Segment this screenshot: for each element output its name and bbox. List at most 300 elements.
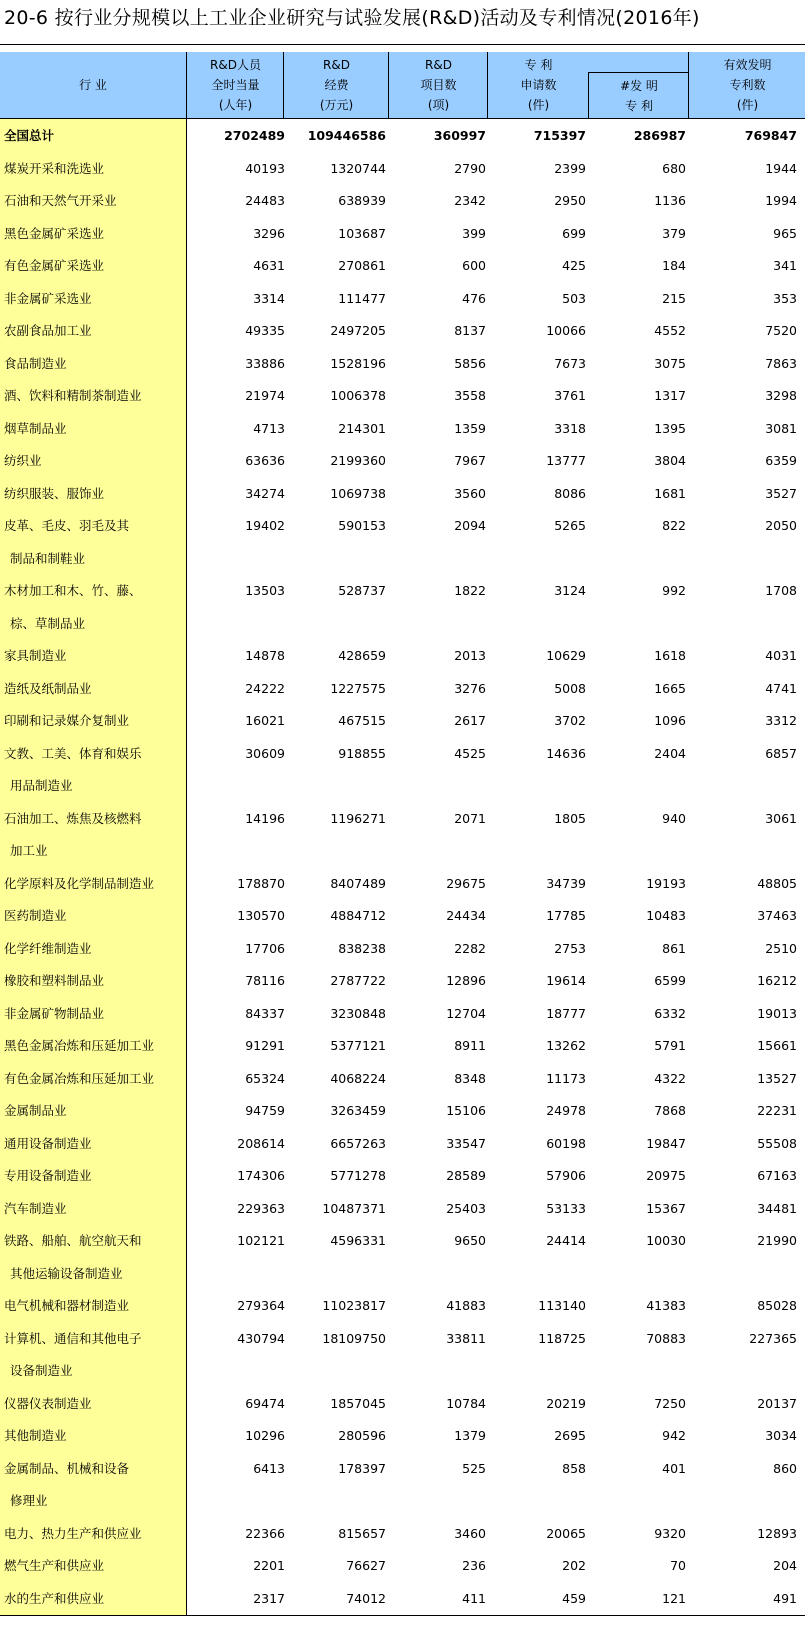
cell-value: 70 bbox=[670, 1558, 686, 1573]
industry-name: 化学原料及化学制品制造业 bbox=[4, 875, 155, 891]
industry-name: 化学纤维制造业 bbox=[4, 940, 92, 956]
industry-name: 汽车制造业 bbox=[4, 1200, 67, 1216]
table-row bbox=[0, 998, 805, 1031]
cell-value: 22231 bbox=[757, 1103, 797, 1118]
table-row-total bbox=[0, 120, 805, 153]
table-row bbox=[0, 835, 805, 868]
table-row bbox=[0, 770, 805, 803]
cell-value: 1528196 bbox=[330, 355, 386, 371]
cell-value: 6413 bbox=[253, 1460, 285, 1476]
table-row bbox=[0, 1420, 805, 1453]
cell-value: 600 bbox=[462, 258, 486, 273]
table-row bbox=[0, 933, 805, 966]
cell-value: 15661 bbox=[757, 1038, 797, 1053]
cell-value: 30609 bbox=[245, 745, 285, 761]
table-row bbox=[0, 965, 805, 998]
cell-value: 491 bbox=[773, 1590, 797, 1606]
cell-value: 1317 bbox=[654, 388, 686, 403]
cell-value: 40193 bbox=[245, 160, 285, 176]
cell-value: 19614 bbox=[546, 973, 586, 988]
cell-value: 10483 bbox=[646, 908, 686, 923]
cell-value: 525 bbox=[462, 1460, 486, 1476]
cell-value: 6657263 bbox=[330, 1135, 386, 1151]
table-row bbox=[0, 478, 805, 511]
cell-value: 1359 bbox=[454, 420, 486, 436]
industry-name: 全国总计 bbox=[4, 128, 55, 143]
cell-value: 2404 bbox=[654, 745, 686, 761]
cell-value: 3298 bbox=[765, 388, 797, 403]
industry-name: 修理业 bbox=[10, 1493, 48, 1508]
cell-value: 858 bbox=[562, 1460, 586, 1476]
cell-value: 7673 bbox=[554, 355, 586, 371]
cell-value: 11023817 bbox=[322, 1298, 386, 1313]
cell-value: 467515 bbox=[338, 713, 386, 728]
cell-value: 7863 bbox=[765, 355, 797, 371]
cell-value: 769847 bbox=[744, 128, 797, 143]
cell-value: 1196271 bbox=[330, 810, 386, 826]
cell-value: 4596331 bbox=[330, 1233, 386, 1248]
cell-value: 2050 bbox=[765, 518, 797, 533]
cell-value: 280596 bbox=[338, 1428, 386, 1443]
cell-value: 861 bbox=[662, 940, 686, 956]
header-valid-patents bbox=[688, 52, 805, 118]
industry-name: 通用设备制造业 bbox=[4, 1135, 92, 1151]
cell-value: 19013 bbox=[757, 1005, 797, 1021]
cell-value: 822 bbox=[662, 518, 686, 533]
header-line: 专 利 bbox=[625, 99, 653, 113]
cell-value: 13777 bbox=[546, 453, 586, 468]
cell-value: 3314 bbox=[253, 290, 285, 306]
cell-value: 10487371 bbox=[322, 1200, 386, 1216]
cell-value: 11173 bbox=[546, 1070, 586, 1086]
cell-value: 1944 bbox=[765, 160, 797, 176]
cell-value: 815657 bbox=[338, 1525, 386, 1541]
cell-value: 33547 bbox=[446, 1135, 486, 1151]
table-row bbox=[0, 1193, 805, 1226]
title-rule bbox=[0, 44, 805, 45]
cell-value: 111477 bbox=[338, 290, 386, 306]
cell-value: 208614 bbox=[237, 1135, 285, 1151]
cell-value: 85028 bbox=[757, 1298, 797, 1313]
table-row bbox=[0, 1453, 805, 1486]
cell-value: 430794 bbox=[237, 1330, 285, 1346]
cell-value: 65324 bbox=[245, 1070, 285, 1086]
table-row bbox=[0, 413, 805, 446]
cell-value: 19193 bbox=[646, 875, 686, 891]
header-line: (件) bbox=[736, 98, 759, 112]
cell-value: 37463 bbox=[757, 908, 797, 923]
cell-value: 12704 bbox=[446, 1005, 486, 1021]
header-line: (万元) bbox=[319, 98, 354, 112]
cell-value: 2497205 bbox=[330, 323, 386, 338]
cell-value: 14196 bbox=[245, 810, 285, 826]
header-line: (件) bbox=[527, 98, 550, 112]
cell-value: 34739 bbox=[546, 875, 586, 891]
cell-value: 21974 bbox=[245, 388, 285, 403]
cell-value: 24414 bbox=[546, 1233, 586, 1248]
cell-value: 20219 bbox=[546, 1395, 586, 1411]
page-title: 20-6 按行业分规模以上工业企业研究与试验发展(R&D)活动及专利情况(2016年) bbox=[4, 7, 700, 29]
industry-name: 设备制造业 bbox=[10, 1363, 73, 1378]
cell-value: 4631 bbox=[253, 258, 285, 273]
industry-name: 铁路、船舶、航空航天和 bbox=[4, 1233, 142, 1248]
table-row bbox=[0, 218, 805, 251]
cell-value: 12893 bbox=[757, 1525, 797, 1541]
header-rd-personnel bbox=[186, 52, 284, 118]
cell-value: 2013 bbox=[454, 648, 486, 663]
cell-value: 214301 bbox=[338, 420, 386, 436]
cell-value: 3527 bbox=[765, 485, 797, 501]
cell-value: 53133 bbox=[546, 1200, 586, 1216]
cell-value: 2787722 bbox=[330, 973, 386, 988]
industry-name: 有色金属矿采选业 bbox=[4, 258, 105, 273]
cell-value: 1136 bbox=[654, 193, 686, 208]
industry-name: 医药制造业 bbox=[4, 908, 67, 923]
cell-value: 4031 bbox=[765, 648, 797, 663]
cell-value: 49335 bbox=[245, 323, 285, 338]
cell-value: 41883 bbox=[446, 1298, 486, 1313]
cell-value: 279364 bbox=[237, 1298, 285, 1313]
industry-name: 纺织业 bbox=[4, 453, 42, 468]
cell-value: 3034 bbox=[765, 1428, 797, 1443]
cell-value: 3804 bbox=[654, 453, 686, 468]
cell-value: 18109750 bbox=[322, 1330, 386, 1346]
cell-value: 184 bbox=[662, 258, 686, 273]
cell-value: 4552 bbox=[654, 323, 686, 338]
table-row bbox=[0, 640, 805, 673]
cell-value: 5791 bbox=[654, 1038, 686, 1053]
industry-name: 家具制造业 bbox=[4, 648, 67, 663]
table-row bbox=[0, 1128, 805, 1161]
industry-name: 其他制造业 bbox=[4, 1428, 67, 1443]
cell-value: 2790 bbox=[454, 160, 486, 176]
header-line: (人年) bbox=[218, 98, 253, 112]
industry-name: 仪器仪表制造业 bbox=[4, 1395, 92, 1411]
table-row bbox=[0, 445, 805, 478]
cell-value: 8086 bbox=[554, 485, 586, 501]
header-line: #发 明 bbox=[620, 79, 658, 93]
industry-name: 黑色金属矿采选业 bbox=[4, 225, 105, 241]
cell-value: 360997 bbox=[433, 128, 486, 143]
industry-name: 食品制造业 bbox=[4, 355, 67, 371]
cell-value: 528737 bbox=[338, 583, 386, 598]
cell-value: 8911 bbox=[454, 1038, 486, 1053]
cell-value: 24222 bbox=[245, 680, 285, 696]
cell-value: 1379 bbox=[454, 1428, 486, 1443]
industry-name: 文教、工美、体育和娱乐 bbox=[4, 745, 142, 761]
cell-value: 2094 bbox=[454, 518, 486, 533]
industry-name: 印刷和记录媒介复制业 bbox=[4, 713, 130, 728]
industry-name: 金属制品业 bbox=[4, 1103, 67, 1118]
cell-value: 7868 bbox=[654, 1103, 686, 1118]
cell-value: 411 bbox=[462, 1590, 486, 1606]
cell-value: 9320 bbox=[654, 1525, 686, 1541]
cell-value: 1069738 bbox=[330, 485, 386, 501]
cell-value: 204 bbox=[773, 1558, 797, 1573]
cell-value: 1227575 bbox=[330, 680, 386, 696]
table-header bbox=[0, 52, 805, 119]
cell-value: 838238 bbox=[338, 940, 386, 956]
table-row bbox=[0, 543, 805, 576]
header-line: 有效发明 bbox=[723, 58, 772, 72]
table-row bbox=[0, 153, 805, 186]
cell-value: 76627 bbox=[346, 1558, 386, 1573]
cell-value: 3276 bbox=[454, 680, 486, 696]
table-row bbox=[0, 1290, 805, 1323]
table-row bbox=[0, 575, 805, 608]
cell-value: 965 bbox=[773, 225, 797, 241]
cell-value: 503 bbox=[562, 290, 586, 306]
industry-name: 金属制品、机械和设备 bbox=[4, 1460, 130, 1476]
table-row bbox=[0, 1518, 805, 1551]
cell-value: 48805 bbox=[757, 875, 797, 891]
cell-value: 13503 bbox=[245, 583, 285, 598]
cell-value: 17706 bbox=[245, 940, 285, 956]
cell-value: 16021 bbox=[245, 713, 285, 728]
industry-name: 橡胶和塑料制品业 bbox=[4, 973, 105, 988]
industry-name: 煤炭开采和洗选业 bbox=[4, 160, 105, 176]
header-industry bbox=[0, 52, 186, 118]
industry-name: 有色金属冶炼和压延加工业 bbox=[4, 1070, 155, 1086]
header-line: 经费 bbox=[324, 78, 349, 92]
cell-value: 91291 bbox=[245, 1038, 285, 1053]
cell-value: 1822 bbox=[454, 583, 486, 598]
header-rd-projects bbox=[388, 52, 488, 118]
header-line: 申请数 bbox=[520, 78, 557, 92]
industry-name: 电力、热力生产和供应业 bbox=[4, 1525, 142, 1541]
table-row bbox=[0, 1225, 805, 1258]
header-line: R&D bbox=[323, 58, 350, 72]
cell-value: 15367 bbox=[646, 1200, 686, 1216]
cell-value: 270861 bbox=[338, 258, 386, 273]
table-row bbox=[0, 283, 805, 316]
table-bottom-rule bbox=[0, 1615, 805, 1616]
table-body bbox=[0, 120, 805, 1615]
cell-value: 1320744 bbox=[330, 160, 386, 176]
cell-value: 130570 bbox=[237, 908, 285, 923]
cell-value: 3075 bbox=[654, 355, 686, 371]
header-line: 全时当量 bbox=[211, 78, 260, 92]
cell-value: 34274 bbox=[245, 485, 285, 501]
cell-value: 1805 bbox=[554, 810, 586, 826]
cell-value: 18777 bbox=[546, 1005, 586, 1021]
industry-name: 燃气生产和供应业 bbox=[4, 1558, 105, 1573]
cell-value: 63636 bbox=[245, 453, 285, 468]
table-row bbox=[0, 1160, 805, 1193]
cell-value: 2199360 bbox=[330, 453, 386, 468]
cell-value: 57906 bbox=[546, 1168, 586, 1183]
cell-value: 992 bbox=[662, 583, 686, 598]
industry-name: 木材加工和木、竹、藤、 bbox=[4, 583, 142, 598]
cell-value: 60198 bbox=[546, 1135, 586, 1151]
cell-value: 8407489 bbox=[330, 875, 386, 891]
table-row bbox=[0, 803, 805, 836]
cell-value: 3460 bbox=[454, 1525, 486, 1541]
cell-value: 1665 bbox=[654, 680, 686, 696]
cell-value: 5377121 bbox=[330, 1038, 386, 1053]
cell-value: 2317 bbox=[253, 1590, 285, 1606]
cell-value: 6332 bbox=[654, 1005, 686, 1021]
cell-value: 229363 bbox=[237, 1200, 285, 1216]
industry-name: 其他运输设备制造业 bbox=[10, 1265, 123, 1281]
cell-value: 5771278 bbox=[330, 1168, 386, 1183]
cell-value: 3560 bbox=[454, 485, 486, 501]
cell-value: 425 bbox=[562, 258, 586, 273]
table-row bbox=[0, 510, 805, 543]
table-row bbox=[0, 1388, 805, 1421]
table-row bbox=[0, 608, 805, 641]
header-line: R&D人员 bbox=[210, 58, 261, 72]
header-line: R&D bbox=[425, 58, 452, 72]
cell-value: 1618 bbox=[654, 648, 686, 663]
cell-value: 12896 bbox=[446, 973, 486, 988]
cell-value: 20065 bbox=[546, 1525, 586, 1541]
industry-name: 专用设备制造业 bbox=[4, 1168, 92, 1183]
cell-value: 590153 bbox=[338, 518, 386, 533]
header-patent-group: 专 利 bbox=[524, 58, 553, 72]
table-row bbox=[0, 1063, 805, 1096]
cell-value: 379 bbox=[662, 225, 686, 241]
industry-name: 用品制造业 bbox=[10, 778, 73, 793]
table-row bbox=[0, 1095, 805, 1128]
cell-value: 67163 bbox=[757, 1168, 797, 1183]
cell-value: 7520 bbox=[765, 323, 797, 338]
cell-value: 7250 bbox=[654, 1395, 686, 1411]
cell-value: 3230848 bbox=[330, 1005, 386, 1021]
cell-value: 22366 bbox=[245, 1525, 285, 1541]
table-row bbox=[0, 1030, 805, 1063]
cell-value: 4884712 bbox=[330, 908, 386, 923]
table-row bbox=[0, 1583, 805, 1616]
cell-value: 4525 bbox=[454, 745, 486, 761]
cell-value: 29675 bbox=[446, 875, 486, 891]
header-patent-applications bbox=[487, 52, 589, 118]
header-rd-expenditure bbox=[283, 52, 389, 118]
cell-value: 1681 bbox=[654, 485, 686, 501]
cell-value: 3296 bbox=[253, 225, 285, 241]
cell-value: 860 bbox=[773, 1460, 797, 1476]
cell-value: 4741 bbox=[765, 680, 797, 696]
industry-name: 石油和天然气开采业 bbox=[4, 193, 117, 208]
cell-value: 6359 bbox=[765, 453, 797, 468]
table-row bbox=[0, 315, 805, 348]
header-line: 专利数 bbox=[729, 78, 766, 92]
cell-value: 2702489 bbox=[224, 128, 285, 143]
industry-name: 水的生产和供应业 bbox=[4, 1590, 105, 1606]
cell-value: 16212 bbox=[757, 973, 797, 988]
cell-value: 10296 bbox=[245, 1428, 285, 1443]
industry-name: 制品和制鞋业 bbox=[10, 550, 86, 566]
cell-value: 680 bbox=[662, 160, 686, 176]
industry-name: 非金属矿物制品业 bbox=[4, 1005, 105, 1021]
cell-value: 699 bbox=[562, 225, 586, 241]
cell-value: 24978 bbox=[546, 1103, 586, 1118]
cell-value: 2510 bbox=[765, 940, 797, 956]
cell-value: 353 bbox=[773, 290, 797, 306]
cell-value: 109446586 bbox=[307, 128, 386, 143]
industry-name: 加工业 bbox=[10, 843, 48, 858]
cell-value: 638939 bbox=[338, 193, 386, 208]
cell-value: 341 bbox=[773, 258, 797, 273]
cell-value: 6599 bbox=[654, 973, 686, 988]
industry-name: 酒、饮料和精制茶制造业 bbox=[4, 388, 142, 403]
cell-value: 2071 bbox=[454, 810, 486, 826]
cell-value: 476 bbox=[462, 290, 486, 306]
cell-value: 19847 bbox=[646, 1135, 686, 1151]
industry-name: 计算机、通信和其他电子 bbox=[4, 1330, 142, 1346]
table-row bbox=[0, 1258, 805, 1291]
cell-value: 1006378 bbox=[330, 388, 386, 403]
cell-value: 2950 bbox=[554, 193, 586, 208]
cell-value: 1708 bbox=[765, 583, 797, 598]
cell-value: 4068224 bbox=[330, 1070, 386, 1086]
cell-value: 113140 bbox=[538, 1298, 586, 1313]
table-row bbox=[0, 348, 805, 381]
table-row bbox=[0, 868, 805, 901]
cell-value: 459 bbox=[562, 1590, 586, 1606]
cell-value: 74012 bbox=[346, 1590, 386, 1606]
cell-value: 8137 bbox=[454, 323, 486, 338]
cell-value: 19402 bbox=[245, 518, 285, 533]
table-row bbox=[0, 705, 805, 738]
cell-value: 5265 bbox=[554, 518, 586, 533]
cell-value: 33811 bbox=[446, 1330, 486, 1346]
cell-value: 3061 bbox=[765, 810, 797, 826]
cell-value: 24434 bbox=[446, 908, 486, 923]
cell-value: 202 bbox=[562, 1558, 586, 1573]
table-row bbox=[0, 250, 805, 283]
cell-value: 9650 bbox=[454, 1233, 486, 1248]
cell-value: 227365 bbox=[749, 1330, 797, 1346]
cell-value: 13262 bbox=[546, 1038, 586, 1053]
cell-value: 28589 bbox=[446, 1168, 486, 1183]
cell-value: 2342 bbox=[454, 193, 486, 208]
industry-name: 棕、草制品业 bbox=[10, 615, 86, 631]
cell-value: 33886 bbox=[245, 355, 285, 371]
industry-name: 烟草制品业 bbox=[4, 420, 67, 436]
table-row bbox=[0, 1485, 805, 1518]
industry-name: 农副食品加工业 bbox=[4, 323, 92, 338]
table-row bbox=[0, 673, 805, 706]
cell-value: 3558 bbox=[454, 388, 486, 403]
cell-value: 5856 bbox=[454, 355, 486, 371]
industry-name: 皮革、毛皮、羽毛及其 bbox=[4, 518, 130, 533]
cell-value: 3124 bbox=[554, 583, 586, 598]
cell-value: 7967 bbox=[454, 453, 486, 468]
cell-value: 942 bbox=[662, 1428, 686, 1443]
industry-name: 石油加工、炼焦及核燃料 bbox=[4, 810, 142, 826]
cell-value: 236 bbox=[462, 1558, 486, 1573]
cell-value: 41383 bbox=[646, 1298, 686, 1313]
cell-value: 178397 bbox=[338, 1460, 386, 1476]
cell-value: 103687 bbox=[338, 225, 386, 241]
cell-value: 1857045 bbox=[330, 1395, 386, 1411]
header-invention-patents bbox=[588, 72, 689, 119]
cell-value: 6857 bbox=[765, 745, 797, 761]
industry-name: 造纸及纸制品业 bbox=[4, 680, 92, 696]
cell-value: 70883 bbox=[646, 1330, 686, 1346]
cell-value: 84337 bbox=[245, 1005, 285, 1021]
cell-value: 2695 bbox=[554, 1428, 586, 1443]
cell-value: 102121 bbox=[237, 1233, 285, 1248]
table-row bbox=[0, 380, 805, 413]
cell-value: 10030 bbox=[646, 1233, 686, 1248]
cell-value: 10629 bbox=[546, 648, 586, 663]
cell-value: 69474 bbox=[245, 1395, 285, 1411]
cell-value: 918855 bbox=[338, 745, 386, 761]
cell-value: 178870 bbox=[237, 875, 285, 891]
cell-value: 2617 bbox=[454, 713, 486, 728]
